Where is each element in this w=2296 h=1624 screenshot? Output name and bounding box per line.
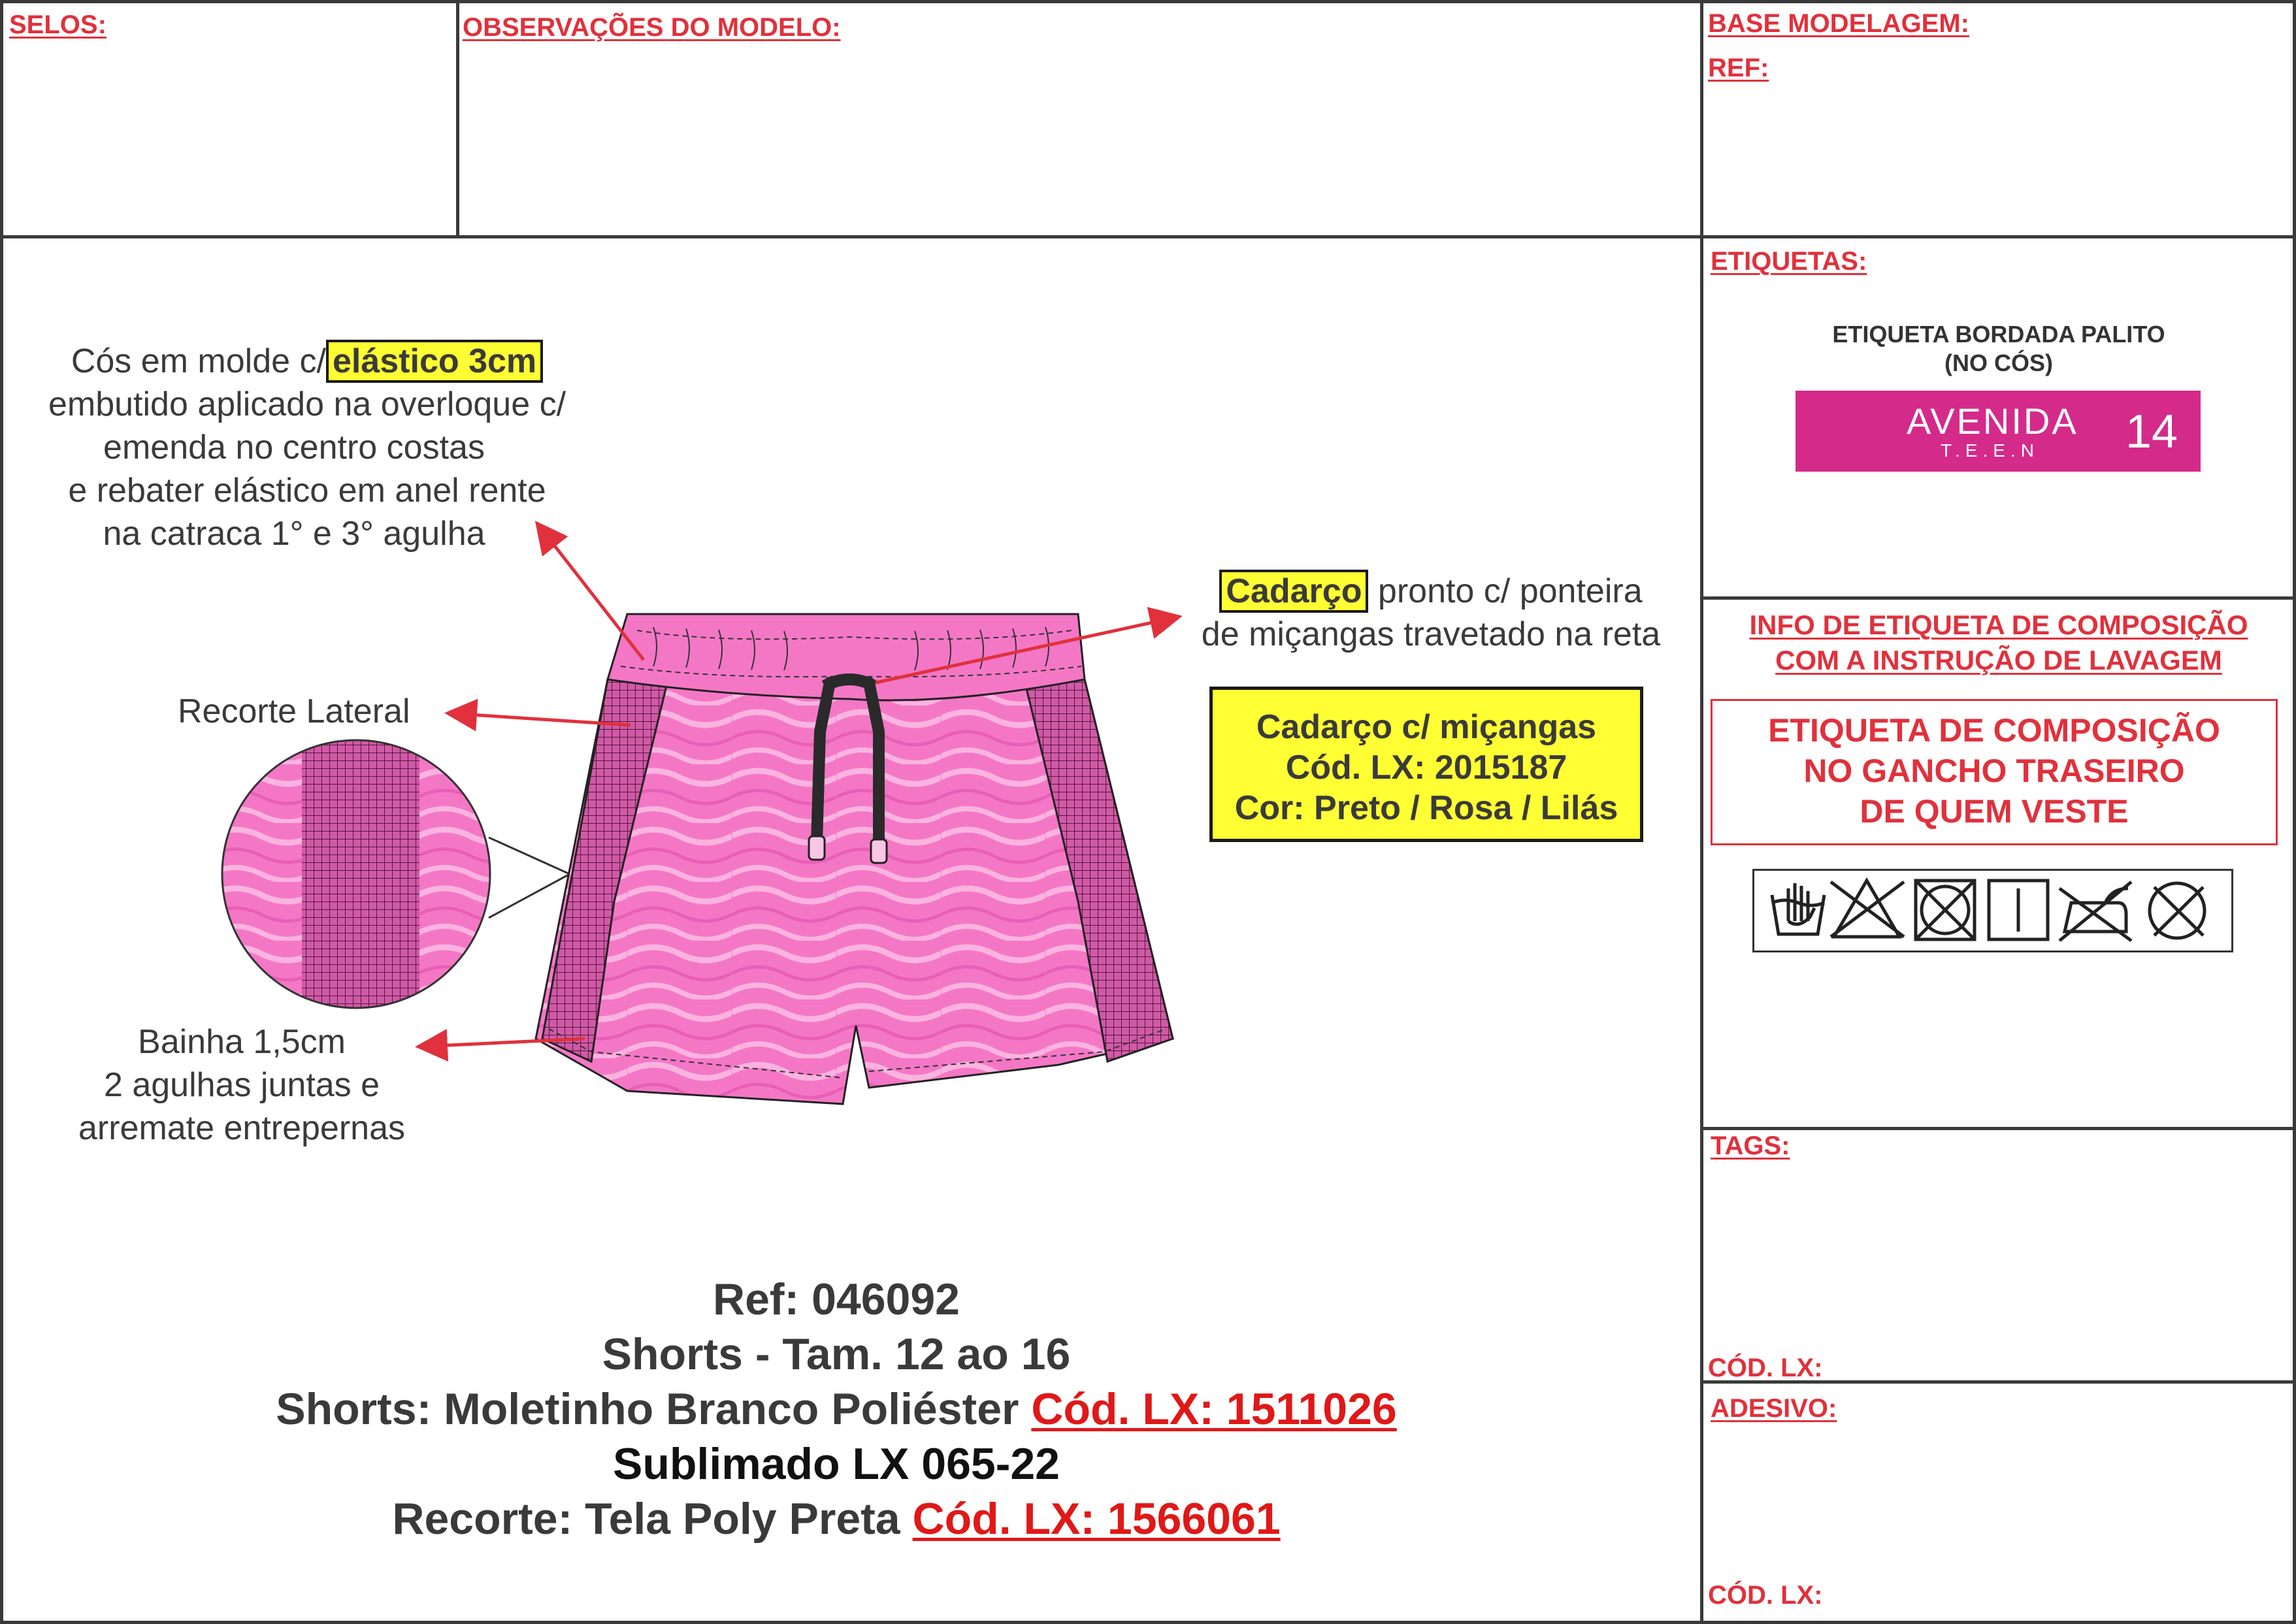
tags-cod-label: CÓD. LX: [1708,1354,1823,1382]
cos-line3: emenda no centro costas [103,429,485,466]
care-symbols [1752,869,2233,952]
frame-bottom [0,1621,2296,1624]
bainha-line1: Bainha 1,5cm [138,1023,346,1061]
cos-line4: e rebater elástico em anel rente [68,472,546,510]
composicao-line1: ETIQUETA DE COMPOSIÇÃO [1768,712,2220,749]
fabric-code: Cód. LX: 1511026 [1031,1384,1397,1434]
etiqueta-description [1701,320,2296,378]
product-recorte [0,1493,1673,1544]
tags-label: TAGS: [1711,1131,1790,1160]
cos-line2: embutido aplicado na overloque c/ [48,385,566,423]
info-line1: INFO DE ETIQUETA DE COMPOSIÇÃO [1749,609,2248,640]
cos-line5: na catraca 1° e 3° agulha [103,515,485,553]
bainha-line2: 2 agulhas juntas e [103,1066,380,1104]
fabric-zoom-circle [222,732,570,1019]
box-line1: Cadarço c/ miçangas [1256,708,1597,746]
brand-label [1796,391,2201,472]
box-line3: Cor: Preto / Rosa / Lilás [1234,789,1618,827]
observacoes-label: OBSERVAÇÕES DO MODELO: [463,13,841,42]
shorts-body [536,614,1173,1104]
base-modelagem-label: BASE MODELAGEM: [1708,9,1969,38]
info-composicao [1701,608,2296,678]
cos-prefix: Cós em molde c/ [71,342,326,380]
composicao-line2: NO GANCHO TRASEIRO [1803,753,2185,789]
product-ref: Ref: 046092 [712,1275,960,1324]
cos-highlight: elástico 3cm [326,340,543,383]
bainha-line3: arremate entrepernas [78,1109,406,1147]
etiqueta-desc-line1: ETIQUETA BORDADA PALITO [1832,321,2165,348]
etiquetas-divider [1701,596,2296,600]
cadarco-highlight: Cadarço [1219,570,1368,613]
brand-name: AVENIDA [1907,400,2078,442]
recorte-code: Cód. LX: 1566061 [912,1494,1281,1544]
selos-label: SELOS: [9,10,107,39]
brand-number: 14 [2125,406,2178,458]
cadarco-line2: de miçangas travetado na reta [1201,615,1661,653]
fabric-text: Shorts: Moletinho Branco Poliéster [276,1384,1032,1434]
recorte-text: Recorte: Tela Poly Preta [392,1494,913,1544]
brand-sub: T.E.E.N [1941,440,2039,461]
composicao-box [1711,699,2278,845]
info-line2: COM A INSTRUÇÃO DE LAVAGEM [1775,645,2222,675]
product-fabric [0,1384,1673,1435]
adesivo-label: ADESIVO: [1711,1394,1837,1423]
etiquetas-label: ETIQUETAS: [1711,247,1867,276]
box-line2: Cód. LX: 2015187 [1285,749,1567,787]
etiqueta-desc-line2: (NO CÓS) [1944,349,2053,376]
cadarco-rest: pronto c/ ponteira [1377,572,1643,610]
recorte-lateral-label: Recorte Lateral [178,692,410,730]
ref-label: REF: [1708,54,1769,82]
product-print: Sublimado LX 065-22 [613,1439,1060,1489]
product-title: Shorts - Tam. 12 ao 16 [602,1329,1071,1379]
composicao-line3: DE QUEM VESTE [1860,793,2129,830]
tags-divider [1701,1127,2296,1130]
adesivo-cod-label: CÓD. LX: [1708,1581,1823,1610]
